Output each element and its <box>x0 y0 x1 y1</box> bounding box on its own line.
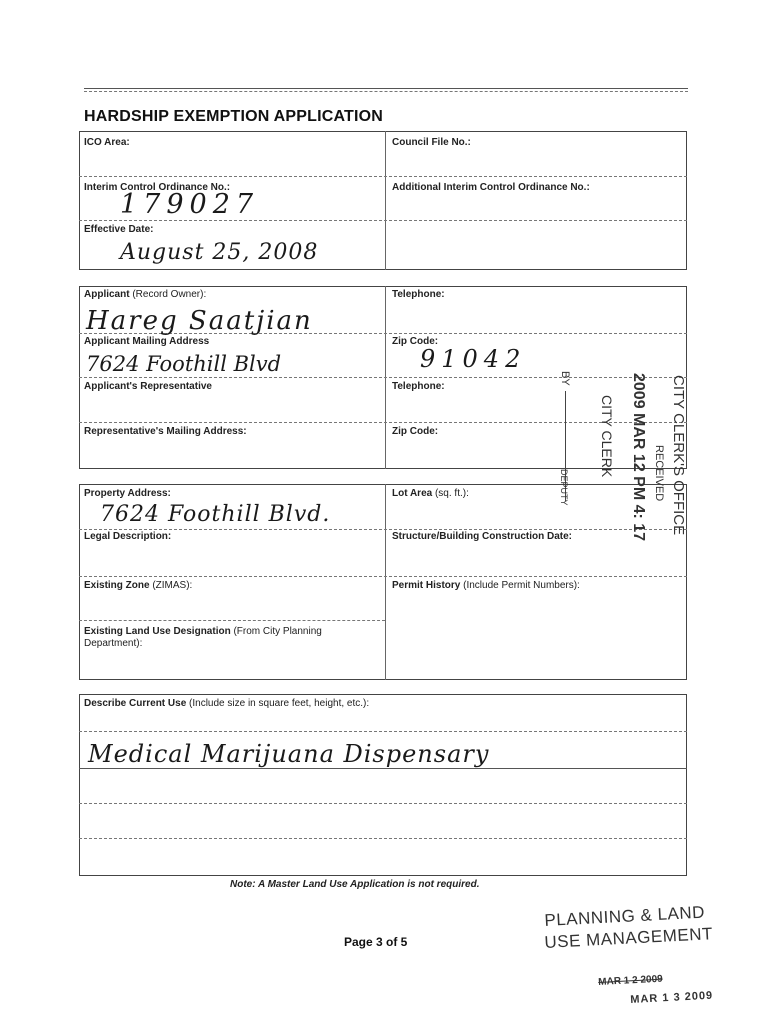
rep-zip-label: Zip Code: <box>392 426 439 437</box>
current-use-value: Medical Marijuana Dispensary <box>88 740 490 768</box>
divider <box>79 576 687 577</box>
divider <box>79 176 687 177</box>
divider <box>79 620 385 621</box>
existing-zone-label: Existing Zone (ZIMAS): <box>84 580 193 591</box>
applicant-name-value: Hareg Saatjian <box>86 306 313 336</box>
council-file-label: Council File No.: <box>392 137 471 148</box>
stamp-city-clerk: CITY CLERK <box>599 395 615 478</box>
zip-code-value: 91042 <box>420 345 527 373</box>
land-use-label-line2: Department): <box>84 638 143 649</box>
lot-area-label: Lot Area (sq. ft.): <box>392 488 469 499</box>
additional-ordinance-label: Additional Interim Control Ordinance No.: <box>392 182 590 193</box>
interim-ordinance-label: Interim Control Ordinance No.: <box>84 182 231 193</box>
writing-line <box>79 803 687 804</box>
writing-line <box>79 768 687 769</box>
stamp-by: BY <box>559 371 571 386</box>
effective-date-value: August 25, 2008 <box>120 240 319 265</box>
top-rule-dashed <box>84 91 688 92</box>
planning-stamp-line1: PLANNING & LAND <box>544 902 706 930</box>
struck-date-stamp: MAR 1 2 2009 <box>598 973 663 988</box>
mailing-address-value: 7624 Foothill Blvd <box>86 352 282 376</box>
ico-area-label: ICO Area: <box>84 137 130 148</box>
current-use-label: Describe Current Use (Include size in square feet, height, etc.): <box>84 698 370 709</box>
divider <box>385 131 386 270</box>
telephone-label: Telephone: <box>392 289 445 300</box>
rep-mailing-label: Representative's Mailing Address: <box>84 426 247 437</box>
divider <box>79 220 687 221</box>
applicant-mailing-label: Applicant Mailing Address <box>84 336 210 347</box>
rep-telephone-label: Telephone: <box>392 381 445 392</box>
applicant-label: Applicant (Record Owner): <box>84 289 207 300</box>
permit-history-label: Permit History (Include Permit Numbers): <box>392 580 580 591</box>
stamp-received-date: 2009 MAR 12 PM 4: 17 <box>630 373 647 542</box>
stamp-deputy: DEPUTY <box>559 469 569 506</box>
top-rule <box>84 88 688 89</box>
divider <box>79 529 687 530</box>
writing-line <box>79 838 687 839</box>
zip-code-label: Zip Code: <box>392 336 439 347</box>
applicant-rep-label: Applicant's Representative <box>84 381 212 392</box>
planning-stamp-line2: USE MANAGEMENT <box>544 924 714 952</box>
land-use-label: Existing Land Use Designation (From City Planning <box>84 626 322 637</box>
property-address-label: Property Address: <box>84 488 171 499</box>
stamp-clerk-office: CITY CLERK'S OFFICE <box>670 375 687 536</box>
property-address-value: 7624 Foothill Blvd. <box>100 502 331 527</box>
current-use-section <box>79 694 687 876</box>
effective-date-label: Effective Date: <box>84 224 154 235</box>
ordinance-number-value: 179027 <box>120 189 260 220</box>
divider <box>385 484 386 680</box>
form-note: Note: A Master Land Use Application is not required. <box>230 879 480 890</box>
legal-description-label: Legal Description: <box>84 531 172 542</box>
writing-line <box>79 731 687 732</box>
page-number: Page 3 of 5 <box>344 935 408 949</box>
date-stamp: MAR 1 3 2009 <box>630 989 714 1006</box>
structure-date-label: Structure/Building Construction Date: <box>392 531 572 542</box>
clerk-received-stamp <box>535 365 715 542</box>
stamp-received: RECEIVED <box>653 445 665 502</box>
form-title: HARDSHIP EXEMPTION APPLICATION <box>84 108 384 125</box>
